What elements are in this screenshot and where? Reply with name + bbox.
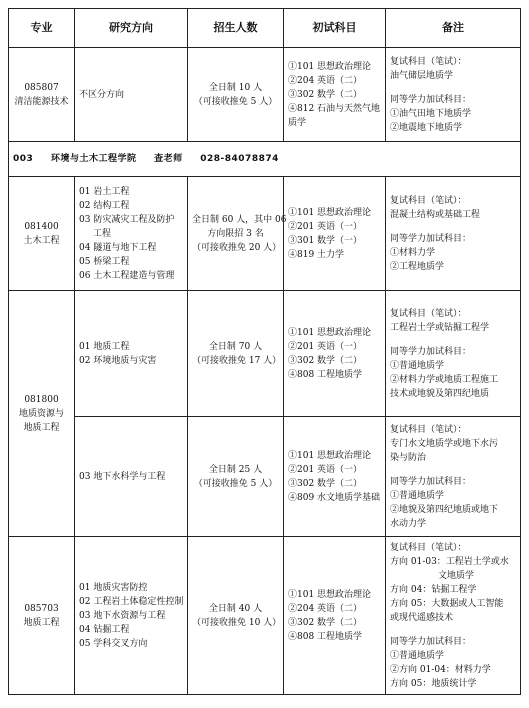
extra-item: ①普通地质学 bbox=[390, 650, 445, 661]
retest-title: 复试科目（笔试）： bbox=[390, 56, 467, 67]
exam-item: ②204 英语（二） bbox=[288, 75, 363, 86]
major-name: 清洁能源技术 bbox=[14, 96, 69, 107]
exam-item: ④819 土力学 bbox=[288, 249, 345, 260]
retest-item: 方向 01-03：工程岩土学或水 bbox=[390, 556, 509, 567]
quota-line: 方向限招 3 名 bbox=[207, 228, 264, 239]
section-number: 003 bbox=[13, 154, 34, 164]
table-row bbox=[9, 417, 521, 537]
quota-line: 全日制 40 人 bbox=[208, 603, 263, 614]
exam-item: ③302 数学（二） bbox=[288, 355, 363, 366]
header-row bbox=[9, 9, 521, 48]
exam-item: ③302 数学（二） bbox=[288, 617, 363, 628]
major-name: 地质工程 bbox=[23, 422, 60, 433]
notes-cell bbox=[386, 537, 521, 695]
table-row bbox=[9, 48, 521, 142]
table-row bbox=[9, 291, 521, 417]
extra-title: 同等学力加试科目： bbox=[390, 636, 472, 647]
notes-cell bbox=[386, 417, 521, 537]
direction-item: 工程 bbox=[93, 228, 112, 239]
exam-item: ④808 工程地质学 bbox=[288, 631, 363, 642]
retest-item: 方向 04：钻掘工程学 bbox=[390, 584, 477, 595]
section-row bbox=[9, 142, 521, 177]
direction-cell bbox=[75, 417, 188, 537]
section-phone: 028-84078874 bbox=[200, 154, 279, 164]
exam-item: ③302 数学（二） bbox=[288, 478, 363, 489]
major-cell bbox=[9, 291, 75, 537]
header-direction: 研究方向 bbox=[75, 9, 188, 48]
direction-cell bbox=[75, 537, 188, 695]
notes-cell bbox=[386, 291, 521, 417]
direction-item: 05 学科交叉方向 bbox=[79, 638, 148, 649]
quota-line: 全日制 10 人 bbox=[208, 82, 263, 93]
extra-item: ①普通地质学 bbox=[390, 360, 445, 371]
exam-item: ①101 思想政治理论 bbox=[288, 61, 372, 72]
direction-item: 01 岩土工程 bbox=[79, 186, 130, 197]
direction-item: 02 环境地质与灾害 bbox=[79, 355, 157, 366]
notes-cell bbox=[386, 48, 521, 142]
exam-cell bbox=[284, 177, 386, 291]
retest-item: 或现代遥感技术 bbox=[390, 612, 454, 623]
section-contact: 查老师 bbox=[154, 154, 183, 164]
direction-item: 03 防灾减灾工程及防护 bbox=[79, 214, 175, 225]
admissions-table bbox=[8, 8, 521, 695]
extra-item: 水动力学 bbox=[390, 518, 427, 529]
exam-item: ④808 工程地质学 bbox=[288, 369, 363, 380]
quota-line: （可接收推免 17 人） bbox=[192, 355, 282, 366]
retest-item: 油气储层地质学 bbox=[390, 70, 454, 81]
direction-item: 04 隧道与地下工程 bbox=[79, 242, 157, 253]
direction-item: 06 土木工程建造与管理 bbox=[79, 270, 175, 281]
exam-item: ③301 数学（一） bbox=[288, 235, 363, 246]
header-major: 专业 bbox=[9, 9, 75, 48]
section-name: 环境与土木工程学院 bbox=[50, 154, 137, 164]
quota-line: 全日制 60 人，其中 06 bbox=[192, 214, 287, 225]
extra-item: 技术或地貌及第四纪地质 bbox=[390, 388, 490, 399]
quota-line: （可接收推免 20 人） bbox=[192, 242, 282, 253]
extra-item: ①材料力学 bbox=[390, 247, 436, 258]
table-row bbox=[9, 537, 521, 695]
extra-item: ①普通地质学 bbox=[390, 490, 445, 501]
retest-title: 复试科目（笔试）： bbox=[390, 195, 467, 206]
extra-item: ②方向 01-04：材料力学 bbox=[390, 664, 491, 675]
exam-cell bbox=[284, 417, 386, 537]
retest-item: 染与防治 bbox=[390, 452, 427, 463]
retest-item: 专门水文地质学或地下水污 bbox=[390, 438, 499, 449]
quota-line: （可接收推免 10 人） bbox=[192, 617, 282, 628]
direction-item: 01 地质灾害防控 bbox=[79, 582, 148, 593]
major-cell bbox=[9, 177, 75, 291]
exam-item: ①101 思想政治理论 bbox=[288, 207, 372, 218]
direction-item: 02 结构工程 bbox=[79, 200, 130, 211]
direction-item: 04 钻掘工程 bbox=[79, 624, 130, 635]
major-code: 085703 bbox=[24, 603, 59, 614]
major-name: 土木工程 bbox=[23, 235, 60, 246]
extra-title: 同等学力加试科目： bbox=[390, 94, 472, 105]
exam-item: ②201 英语（一） bbox=[288, 341, 363, 352]
table-row bbox=[9, 177, 521, 291]
exam-item: ④812 石油与天然气地 bbox=[288, 103, 381, 114]
header-notes: 备注 bbox=[386, 9, 521, 48]
exam-cell bbox=[284, 48, 386, 142]
quota-line: （可接收推免 5 人） bbox=[193, 96, 278, 107]
major-code: 081400 bbox=[24, 221, 59, 232]
quota-cell bbox=[188, 537, 284, 695]
extra-item: 方向 05：地质统计学 bbox=[390, 678, 477, 689]
header-exams: 初试科目 bbox=[284, 9, 386, 48]
retest-item: 方向 05：大数据或人工智能 bbox=[390, 598, 504, 609]
exam-cell bbox=[284, 291, 386, 417]
retest-title: 复试科目（笔试）： bbox=[390, 308, 467, 319]
quota-line: 全日制 25 人 bbox=[208, 464, 263, 475]
exam-item: ②204 英语（二） bbox=[288, 603, 363, 614]
extra-title: 同等学力加试科目： bbox=[390, 233, 472, 244]
retest-item: 混凝土结构或基础工程 bbox=[390, 209, 481, 220]
extra-item: ②材料力学或地质工程施工 bbox=[390, 374, 499, 385]
section-header bbox=[9, 142, 521, 177]
major-name: 地质资源与 bbox=[18, 408, 64, 419]
direction-item: 不区分方向 bbox=[79, 89, 125, 100]
direction-item: 03 地下水资源与工程 bbox=[79, 610, 166, 621]
extra-item: ②工程地质学 bbox=[390, 261, 445, 272]
extra-item: ②地震地下地质学 bbox=[390, 122, 463, 133]
exam-item: ①101 思想政治理论 bbox=[288, 327, 372, 338]
retest-title: 复试科目（笔试）： bbox=[390, 542, 467, 553]
direction-item: 02 工程岩土体稳定性控制 bbox=[79, 596, 184, 607]
retest-item: 文地质学 bbox=[438, 570, 475, 581]
major-name: 地质工程 bbox=[23, 617, 60, 628]
exam-item: ①101 思想政治理论 bbox=[288, 589, 372, 600]
quota-cell bbox=[188, 291, 284, 417]
quota-cell bbox=[188, 48, 284, 142]
exam-cell bbox=[284, 537, 386, 695]
direction-item: 01 地质工程 bbox=[79, 341, 130, 352]
exam-item: ④809 水文地质学基础 bbox=[288, 492, 381, 503]
extra-title: 同等学力加试科目： bbox=[390, 476, 472, 487]
extra-title: 同等学力加试科目： bbox=[390, 346, 472, 357]
major-code: 085807 bbox=[24, 82, 59, 93]
retest-item: 工程岩土学或钻掘工程学 bbox=[390, 322, 490, 333]
retest-title: 复试科目（笔试）： bbox=[390, 424, 467, 435]
extra-item: ②地貌及第四纪地质或地下 bbox=[390, 504, 499, 515]
major-cell bbox=[9, 48, 75, 142]
notes-cell bbox=[386, 177, 521, 291]
exam-item: ②201 英语（一） bbox=[288, 464, 363, 475]
quota-line: 全日制 70 人 bbox=[208, 341, 263, 352]
direction-item: 05 桥梁工程 bbox=[79, 256, 130, 267]
exam-item: ①101 思想政治理论 bbox=[288, 450, 372, 461]
quota-line: （可接收推免 5 人） bbox=[193, 478, 278, 489]
direction-item: 03 地下水科学与工程 bbox=[79, 471, 166, 482]
major-cell bbox=[9, 537, 75, 695]
direction-cell bbox=[75, 177, 188, 291]
quota-cell bbox=[188, 177, 287, 291]
header-quota: 招生人数 bbox=[188, 9, 284, 48]
exam-item: ②201 英语（一） bbox=[288, 221, 363, 232]
direction-cell bbox=[75, 291, 188, 417]
major-code: 081800 bbox=[24, 394, 59, 405]
quota-cell bbox=[188, 417, 284, 537]
exam-item: 质学 bbox=[288, 117, 307, 128]
extra-item: ①油气田地下地质学 bbox=[390, 108, 472, 119]
exam-item: ③302 数学（二） bbox=[288, 89, 363, 100]
direction-cell bbox=[75, 48, 188, 142]
